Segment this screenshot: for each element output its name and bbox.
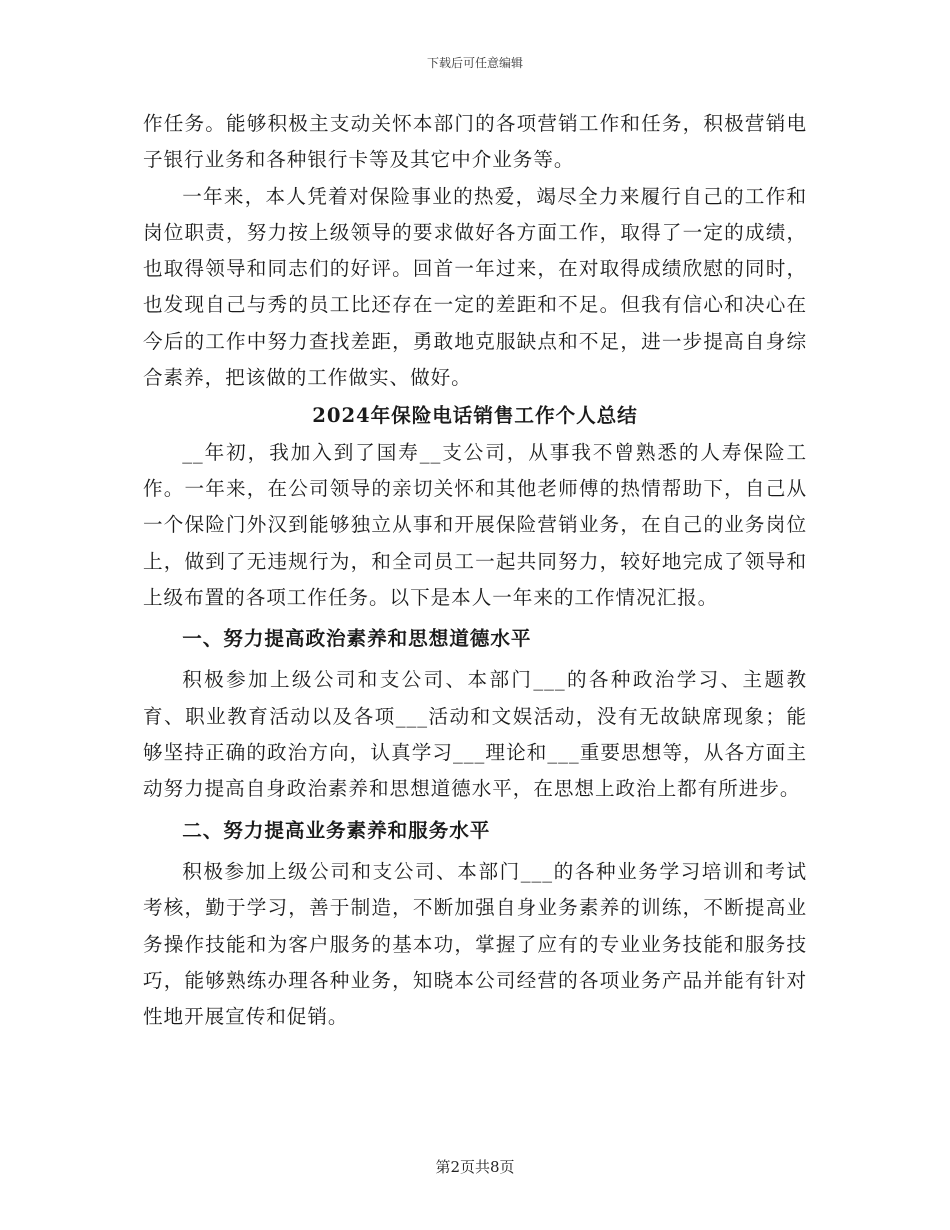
paragraph-intro: __年初，我加入到了国寿__支公司，从事我不曾熟悉的人寿保险工作。一年来，在公司领导的亲切关怀和其他老师傅的热情帮助下，自己从一个保险门外汉到能够独立从事和开展保险营销业务，在自己的业务岗位上，做到了无违规行为，和全司员工一起共同努力，较好地完成了领导和上级布置的各项工作任务。以下是本人一年来的工作情况汇报。: [143, 440, 807, 609]
document-body: [143, 106, 807, 1035]
section-heading-1: 一、努力提高政治素养和思想道德水平: [182, 627, 532, 651]
paragraph-section-2: 积极参加上级公司和支公司、本部门___的各种业务学习培训和考试考核，勤于学习，善于制造，不断加强自身业务素养的训练，不断提高业务操作技能和为客户服务的基本功，掌握了应有的专业业务技能和服务技巧，能够熟练办理各种业务，知晓本公司经营的各项业务产品并能有针对性地开展宣传和促销。: [143, 859, 807, 1029]
paragraph-summary: 一年来，本人凭着对保险事业的热爱，竭尽全力来履行自己的工作和岗位职责，努力按上级领导的要求做好各方面工作，取得了一定的成绩，也取得领导和同志们的好评。回首一年过来，在对取得成绩欣慰的同时，也发现自己与秀的员工比还存在一定的差距和不足。但我有信心和决心在今后的工作中努力查找差距，勇敢地克服缺点和不足，进一步提高自身综合素养，把该做的工作做实、做好。: [143, 184, 807, 390]
paragraph-section-1: 积极参加上级公司和支公司、本部门___的各种政治学习、主题教育、职业教育活动以及各项___活动和文娱活动，没有无故缺席现象；能够坚持正确的政治方向，认真学习___理论和___重要思想等，从各方面主动努力提高自身政治素养和思想道德水平，在思想上政治上都有所进步。: [143, 668, 807, 801]
page-header: 下载后可任意编辑: [426, 56, 523, 70]
page-footer: 第2页共8页: [435, 1158, 515, 1176]
paragraph-continued: 作任务。能够积极主支动关怀本部门的各项营销工作和任务，积极营销电子银行业务和各种银行卡等及其它中介业务等。: [143, 112, 807, 172]
document-title: 2024年保险电话销售工作个人总结: [312, 404, 638, 428]
section-heading-2: 二、努力提高业务素养和服务水平: [182, 818, 491, 842]
